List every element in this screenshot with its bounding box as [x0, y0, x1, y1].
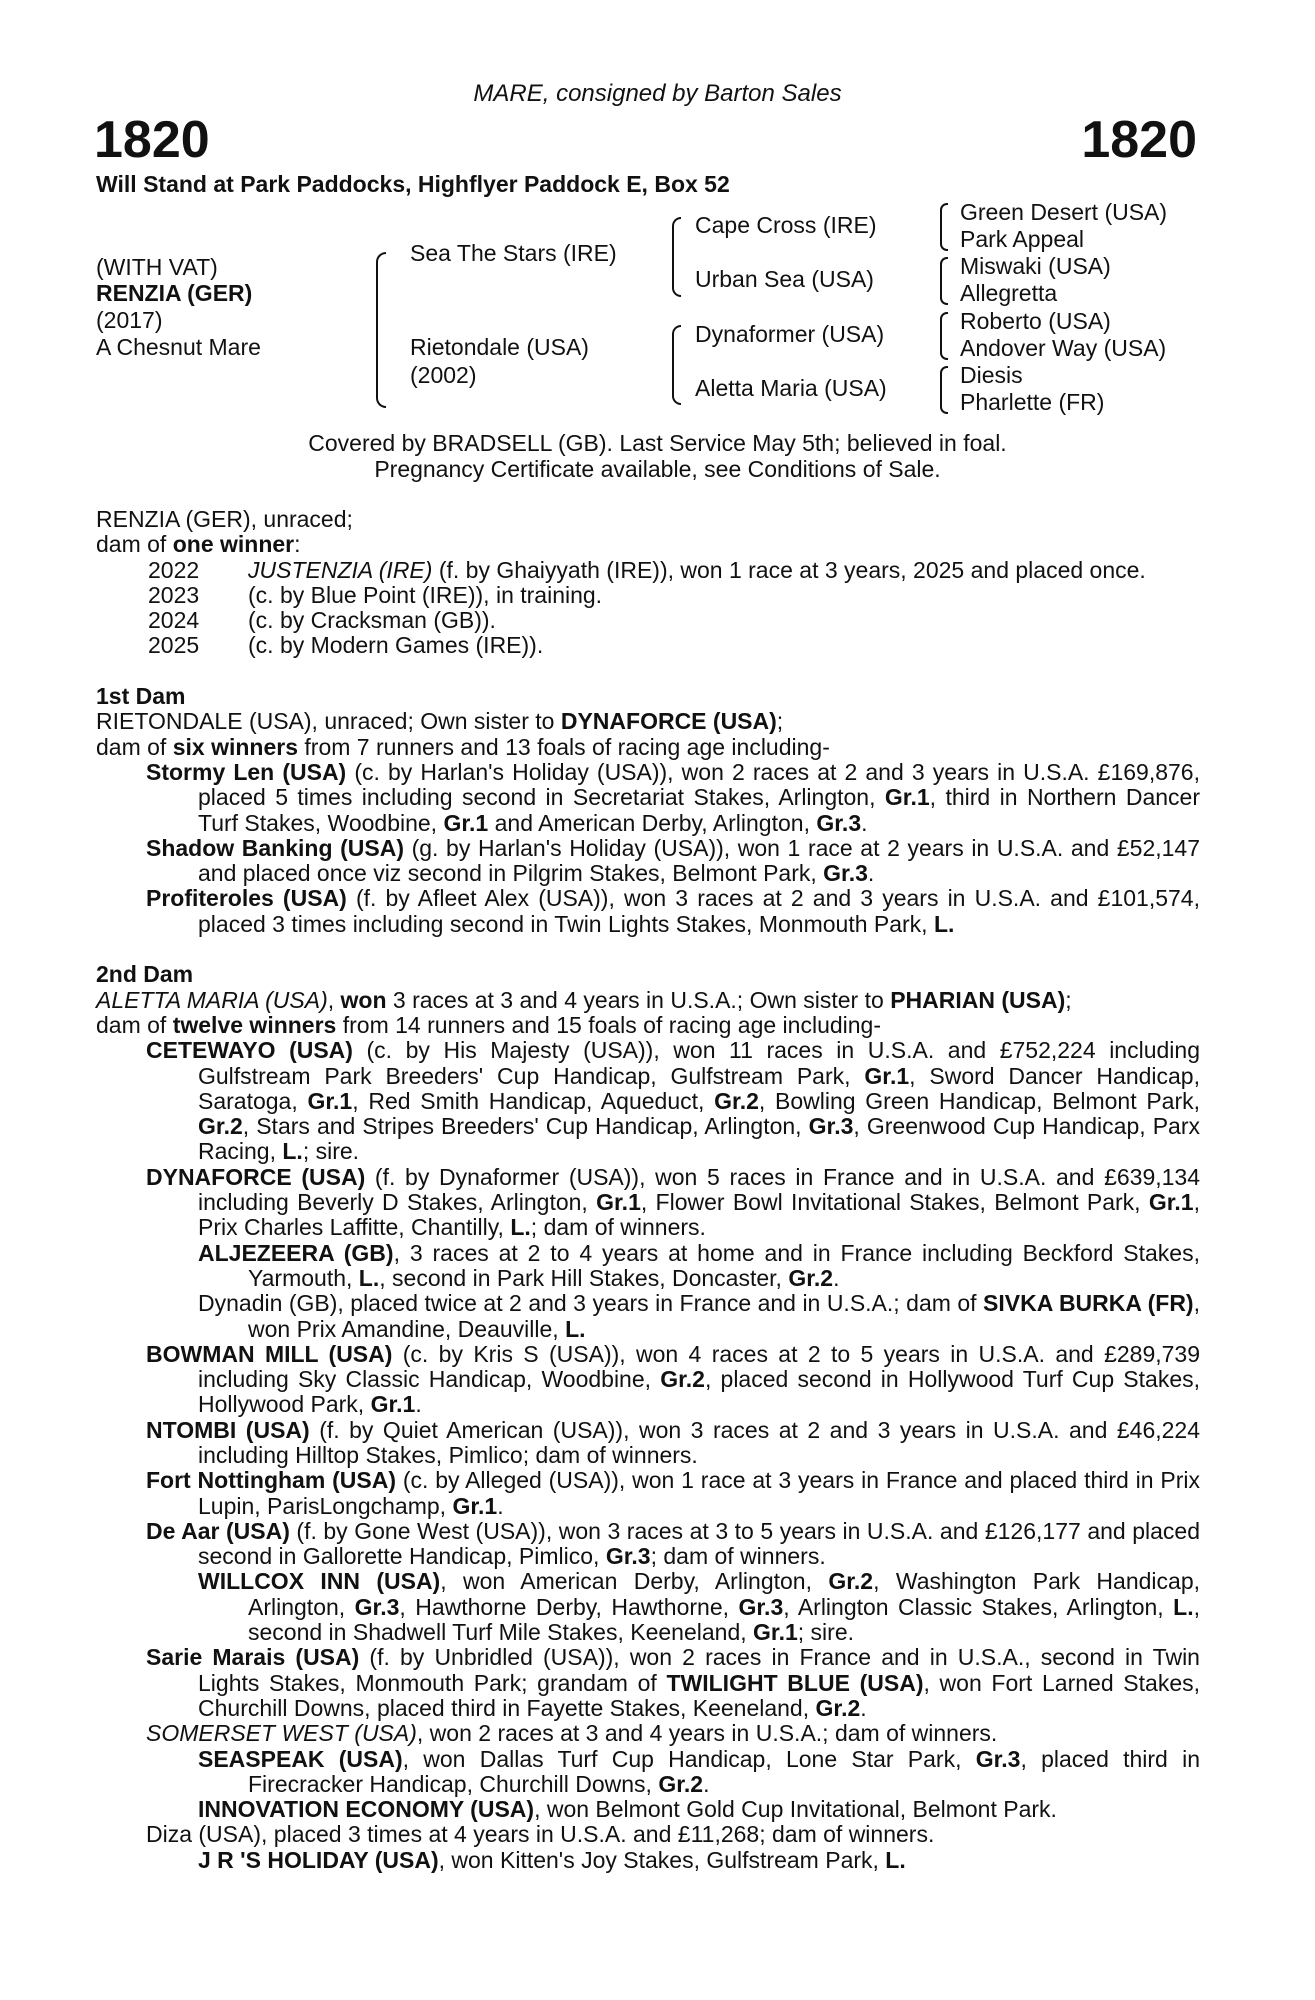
bold-text: Gr.2: [828, 1568, 874, 1595]
pedigree-brace: [940, 203, 948, 251]
foal-details: [248, 608, 1200, 633]
bold-text: DYNAFORCE (USA): [560, 708, 777, 735]
foal-entry: [148, 558, 1200, 583]
pedigree-gen3-2: Park Appeal: [960, 226, 1085, 252]
foal-year: 2025: [148, 632, 200, 659]
bold-text: L.: [1173, 1593, 1194, 1620]
text: (f. by Dynaformer (USA)), won 5 races in France and in U.S.A. and £639,134 including Beverly D Stakes, Arlington,: [198, 1163, 1200, 1216]
bold-text: SEASPEAK (USA): [198, 1745, 403, 1772]
text: , won Prix Amandine, Deauville,: [248, 1290, 1200, 1342]
text: , Sword Dancer Handicap, Saratoga,: [198, 1062, 1200, 1114]
text: (g. by Harlan's Holiday (USA)), won 1 race at 2 years in U.S.A. and £52,147 and placed once viz second in Pilgrim Stakes, Belmont Park,: [198, 834, 1201, 887]
italic-text: SOMERSET WEST (USA): [146, 1720, 417, 1747]
text: , placed second in Hollywood Turf Cup Stakes, Hollywood Park,: [198, 1366, 1200, 1418]
text: (f. by Afleet Alex (USA)), won 3 races at 2 and 3 years in U.S.A. and £101,574, placed 3 times including second in Twin Lights Stakes, Monmouth Park,: [198, 885, 1200, 937]
stand-location: Will Stand at Park Paddocks, Highflyer Paddock E, Box 52: [96, 171, 730, 197]
text: and American Derby, Arlington,: [488, 809, 817, 836]
bold-text: L.: [933, 910, 955, 937]
text: , Prix Charles Laffitte, Chantilly,: [198, 1189, 1200, 1241]
text: .: [833, 1264, 840, 1291]
dam-summary: [96, 507, 1200, 532]
dam-summary: [96, 1013, 1200, 1038]
progeny-entry: [198, 1796, 1200, 1823]
section-spacer: [96, 659, 1200, 684]
pedigree-gen3-5: Roberto (USA): [960, 308, 1111, 334]
text: (f. by Gone West (USA)), won 3 races at 3 to 5 years in U.S.A. and £126,177 and placed second in Gallorette Handicap, Pimlico,: [198, 1517, 1201, 1570]
text: RIETONDALE (USA), unraced; Own sister to: [96, 708, 561, 735]
text: ,: [327, 986, 341, 1013]
bold-text: L.: [358, 1264, 380, 1291]
pedigree-gen3-3: Miswaki (USA): [960, 253, 1111, 279]
dam-summary: [96, 709, 1200, 734]
text: .: [703, 1770, 710, 1797]
pedigree-dam-sire: Dynaformer (USA): [695, 321, 885, 347]
pedigree-gen3-8: Pharlette (FR): [960, 389, 1105, 415]
bold-text: Gr.1: [307, 1087, 353, 1114]
pedigree-dam-year: (2002): [410, 362, 477, 388]
bold-text: Gr.1: [884, 784, 930, 811]
bold-text: Profiteroles (USA): [146, 885, 347, 912]
progeny-entry: [146, 1720, 1200, 1747]
text: (c. by Harlan's Holiday (USA)), won 2 races at 2 and 3 years in U.S.A. £169,876, placed 5 times including second in Secretariat Stakes, Arlington,: [198, 758, 1200, 811]
text: .: [867, 860, 875, 887]
section-spacer: [96, 937, 1200, 962]
bold-text: Gr.2: [660, 1366, 705, 1393]
pedigree-brace: [672, 217, 681, 297]
foal-year: 2024: [148, 607, 200, 634]
text: ; dam of winners.: [650, 1543, 826, 1570]
text: (c. by Kris S (USA)), won 4 races at 2 to 5 years in U.S.A. and £289,739 including Sky Classic Handicap, Woodbine,: [198, 1340, 1201, 1393]
bold-text: L.: [282, 1138, 303, 1165]
bold-text: L.: [565, 1315, 586, 1342]
lot-number-left: 1820: [94, 111, 210, 169]
bold-text: L.: [510, 1214, 531, 1241]
text: ; sire.: [797, 1619, 855, 1646]
bold-text: Gr.3: [605, 1543, 651, 1570]
progeny-entry: [198, 1290, 1200, 1342]
progeny-entry: [198, 1239, 1200, 1292]
text: from 14 runners and 15 foals of racing age including-: [336, 1011, 881, 1038]
foal-entry: [148, 633, 1200, 658]
bold-text: Gr.1: [596, 1189, 641, 1216]
text: (c. by Blue Point (IRE)), in training.: [248, 581, 603, 608]
text: , Bowling Green Handicap, Belmont Park,: [758, 1087, 1200, 1114]
bold-text: Gr.2: [658, 1770, 704, 1797]
foal-year: 2022: [148, 556, 200, 583]
bold-text: Gr.1: [370, 1391, 416, 1418]
bold-text: twelve winners: [172, 1011, 337, 1038]
bold-text: Gr.3: [738, 1593, 784, 1620]
text: :: [294, 531, 301, 558]
text: , Greenwood Cup Handicap, Parx Racing,: [198, 1113, 1200, 1165]
bold-text: Gr.2: [198, 1113, 243, 1140]
bold-text: Fort Nottingham (USA): [146, 1467, 397, 1494]
bold-text: Stormy Len (USA): [146, 758, 347, 785]
text: .: [861, 809, 868, 836]
text: , won 2 races at 3 and 4 years in U.S.A.; dam of winners.: [416, 1720, 998, 1747]
pedigree-sire: Sea The Stars (IRE): [410, 240, 617, 266]
text: , Stars and Stripes Breeders' Cup Handicap, Arlington,: [242, 1113, 809, 1140]
bold-text: NTOMBI (USA): [146, 1416, 310, 1443]
progeny-entry: [198, 1745, 1200, 1798]
progeny-entry: [146, 1037, 1200, 1165]
text: 3 races at 3 and 4 years in U.S.A.; Own sister to: [386, 986, 891, 1013]
progeny-entry: [146, 1467, 1200, 1519]
pedigree-dam-dam: Aletta Maria (USA): [695, 375, 887, 401]
text: , second in Park Hill Stakes, Doncaster,: [379, 1264, 789, 1291]
consignor-line: MARE, consigned by Barton Sales: [473, 80, 842, 107]
bold-text: Gr.2: [788, 1264, 834, 1291]
pedigree-gen3-6: Andover Way (USA): [960, 335, 1167, 361]
text: (c. by Alleged (USA)), won 1 race at 3 years in France and placed third in Prix Lupin, ParisLongchamp,: [198, 1467, 1200, 1519]
pedigree-sire-sire: Cape Cross (IRE): [695, 212, 877, 238]
text: , won Belmont Gold Cup Invitational, Belmont Park.: [534, 1796, 1057, 1823]
text: .: [415, 1391, 422, 1418]
text: Diza (USA), placed 3 times at 4 years in U.S.A. and £11,268; dam of winners.: [146, 1821, 935, 1848]
horse-year: (2017): [96, 307, 163, 333]
progeny-entry: [146, 1416, 1201, 1469]
progeny-entry: [146, 834, 1201, 887]
bold-text: SIVKA BURKA (FR): [983, 1290, 1194, 1317]
pedigree-brace: [940, 366, 948, 414]
dam-summary: [96, 532, 1200, 557]
pedigree-gen3-4: Allegretta: [960, 280, 1058, 306]
bold-text: PHARIAN (USA): [890, 986, 1066, 1013]
bold-text: Gr.2: [815, 1694, 861, 1721]
text: , Washington Park Handicap, Arlington,: [248, 1568, 1200, 1620]
bold-text: Gr.3: [975, 1745, 1021, 1772]
progeny-entry: [146, 885, 1200, 937]
pedigree-gen3-7: Diesis: [960, 362, 1023, 388]
section-heading: 2nd Dam: [96, 961, 194, 988]
text: , won Fort Larned Stakes, Churchill Downs, placed third in Fayette Stakes, Keeneland,: [198, 1669, 1201, 1721]
bold-text: ALJEZEERA (GB): [198, 1239, 394, 1266]
bold-text: Gr.2: [714, 1087, 759, 1114]
text: (f. by Quiet American (USA)), won 3 races at 2 and 3 years in U.S.A. and £46,224 including Hilltop Stakes, Pimlico; dam of winners.: [198, 1416, 1201, 1468]
bold-text: Shadow Banking (USA): [146, 834, 404, 861]
bold-text: won: [340, 986, 387, 1013]
text: Dynadin (GB), placed twice at 2 and 3 years in France and in U.S.A.; dam of: [198, 1290, 984, 1317]
bold-text: DYNAFORCE (USA): [146, 1163, 366, 1190]
bold-text: Gr.3: [808, 1113, 854, 1140]
text: ;: [1065, 986, 1072, 1013]
text: , second in Shadwell Turf Mile Stakes, Keeneland,: [248, 1593, 1200, 1646]
text: (f. by Unbridled (USA)), won 2 races in France and in U.S.A., second in Twin Lights Stakes, Monmouth Park; grandam of: [198, 1644, 1200, 1696]
horse-description: A Chesnut Mare: [96, 334, 261, 360]
text: , won Dallas Turf Cup Handicap, Lone Star Park,: [402, 1745, 976, 1772]
progeny-entry: [198, 1846, 1200, 1873]
foal-entry: [148, 608, 1200, 633]
progeny-entry: [146, 758, 1200, 836]
text: from 7 runners and 13 foals of racing age including-: [298, 733, 830, 760]
text: .: [860, 1694, 867, 1721]
horse-name: RENZIA (GER): [96, 280, 253, 306]
bold-text: Gr.1: [864, 1062, 910, 1089]
bold-text: CETEWAYO (USA): [146, 1037, 353, 1064]
dam-summary: [96, 988, 1200, 1013]
bold-text: Gr.3: [823, 860, 868, 887]
pedigree-sire-dam: Urban Sea (USA): [695, 266, 874, 292]
bold-text: Gr.1: [753, 1619, 798, 1646]
bold-text: six winners: [172, 733, 298, 760]
bold-text: WILLCOX INN (USA): [198, 1568, 441, 1595]
bold-text: De Aar (USA): [146, 1517, 290, 1544]
covering-line-1: Covered by BRADSELL (GB). Last Service May 5th; believed in foal.: [308, 430, 1007, 456]
foal-details: [248, 558, 1200, 583]
text: .: [497, 1492, 504, 1519]
covering-line-2: Pregnancy Certificate available, see Conditions of Sale.: [374, 456, 941, 482]
pedigree-dam: Rietondale (USA): [410, 334, 589, 360]
bold-text: Gr.1: [1148, 1189, 1194, 1216]
text: , third in Northern Dancer Turf Stakes, Woodbine,: [198, 784, 1200, 836]
lot-number-right: 1820: [1081, 111, 1197, 169]
text: (c. by His Majesty (USA)), won 11 races in U.S.A. and £752,224 including Gulfstream Park Breeders' Cup Handicap, Gulfstream Park,: [198, 1037, 1200, 1089]
text: , Hawthorne Derby, Hawthorne,: [399, 1593, 739, 1620]
text: RENZIA (GER), unraced;: [96, 506, 353, 532]
italic-text: JUSTENZIA (IRE): [248, 556, 433, 583]
progeny-entry: [146, 1644, 1201, 1721]
bold-text: Gr.3: [816, 809, 862, 836]
progeny-entry: [146, 1821, 1200, 1848]
text: ; dam of winners.: [530, 1214, 706, 1241]
progeny-entry: [198, 1568, 1200, 1646]
text: (f. by Ghaiyyath (IRE)), won 1 race at 3 years, 2025 and placed once.: [432, 556, 1146, 583]
foal-details: [248, 583, 1200, 608]
bold-text: INNOVATION ECONOMY (USA): [198, 1796, 535, 1823]
text: ;: [776, 708, 784, 735]
text: dam of: [96, 1011, 173, 1038]
text: , won Kitten's Joy Stakes, Gulfstream Park,: [438, 1846, 886, 1873]
bold-text: Sarie Marais (USA): [146, 1644, 360, 1671]
bold-text: BOWMAN MILL (USA): [146, 1340, 393, 1367]
italic-text: ALETTA MARIA (USA): [96, 986, 328, 1013]
bold-text: Gr.3: [354, 1593, 400, 1620]
text: (c. by Modern Games (IRE)).: [248, 632, 544, 659]
text: , 3 races at 2 to 4 years at home and in France including Beckford Stakes, Yarmouth,: [248, 1239, 1200, 1291]
bold-text: TWILIGHT BLUE (USA): [666, 1669, 924, 1696]
progeny-entry: [146, 1517, 1201, 1570]
text: dam of: [96, 733, 173, 760]
bold-text: one winner: [172, 531, 295, 558]
text: , Flower Bowl Invitational Stakes, Belmont Park,: [640, 1189, 1149, 1216]
progeny-entry: [146, 1340, 1201, 1418]
foal-details: [248, 633, 1200, 658]
text: , won American Derby, Arlington,: [440, 1568, 829, 1595]
pedigree-brace: [940, 312, 948, 360]
vat-note: (WITH VAT): [96, 254, 218, 280]
pedigree-gen3-1: Green Desert (USA): [960, 199, 1168, 225]
covering-note: [0, 430, 1315, 482]
pedigree-brace: [376, 252, 386, 408]
pedigree-brace: [940, 257, 948, 305]
text: dam of: [96, 531, 173, 558]
text: , Arlington Classic Stakes, Arlington,: [783, 1593, 1174, 1620]
produce-record: [96, 507, 1200, 1873]
bold-text: J R 'S HOLIDAY (USA): [198, 1846, 439, 1873]
bold-text: Gr.1: [452, 1492, 498, 1519]
text: , placed third in Firecracker Handicap, Churchill Downs,: [248, 1745, 1200, 1797]
text: ; sire.: [302, 1138, 360, 1165]
foal-year: 2023: [148, 581, 200, 608]
section-heading: 1st Dam: [96, 683, 186, 710]
pedigree-brace: [672, 325, 681, 405]
bold-text: Gr.1: [443, 809, 489, 836]
text: , Red Smith Handicap, Aqueduct,: [352, 1087, 715, 1114]
text: (c. by Cracksman (GB)).: [248, 607, 496, 634]
progeny-entry: [146, 1163, 1200, 1241]
dam-summary: [96, 735, 1200, 760]
foal-entry: [148, 583, 1200, 608]
bold-text: L.: [885, 1846, 906, 1873]
